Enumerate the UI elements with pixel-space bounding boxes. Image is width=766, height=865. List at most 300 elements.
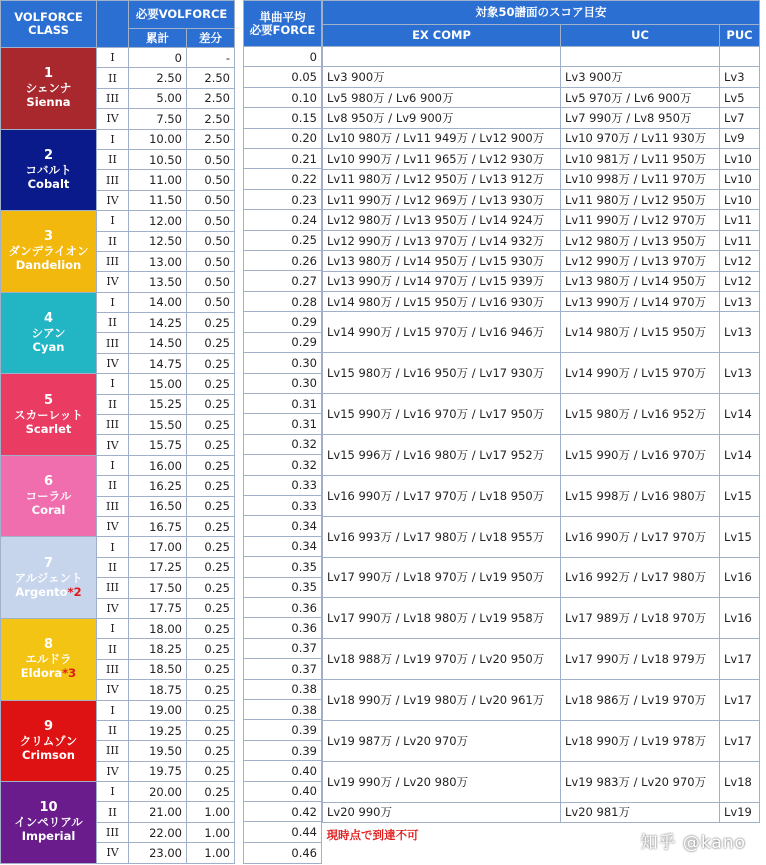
table-row [1, 537, 235, 557]
table-row [323, 720, 760, 740]
watermark-text: 知乎 @kano [640, 833, 746, 853]
rank-cell: I [97, 455, 129, 475]
cumulative-cell: 18.25 [129, 639, 187, 659]
uc-cell: Lv11 980万 / Lv12 950万 [561, 189, 720, 209]
class-number: 7 [43, 555, 54, 571]
table-row [323, 108, 760, 128]
rank-cell: III [97, 415, 129, 435]
cumulative-cell: 14.25 [129, 313, 187, 333]
table-row [323, 47, 760, 67]
class-name-jp: クリムゾン [19, 733, 78, 748]
class-number: 9 [43, 718, 54, 734]
rank-cell: IV [97, 680, 129, 700]
rank-cell: I [97, 211, 129, 231]
rank-cell: III [97, 333, 129, 353]
table-row [244, 475, 322, 495]
table-row [244, 251, 322, 271]
ex-comp-cell: Lv17 990万 / Lv18 970万 / Lv19 950万 [323, 557, 561, 598]
class-number: 1 [43, 66, 54, 82]
average-force-cell: 0.15 [244, 108, 322, 128]
class-name-jp: シェンナ [25, 81, 72, 96]
puc-cell: Lv7 [720, 108, 760, 128]
rank-cell: I [97, 129, 129, 149]
class-name-jp: ダンデライオン [8, 244, 89, 259]
class-cell [1, 374, 97, 456]
ex-comp-cell: Lv20 990万 [323, 802, 561, 822]
table-row [244, 659, 322, 679]
difference-cell: 2.50 [187, 109, 235, 129]
cumulative-cell: 23.00 [129, 843, 187, 863]
rank-cell: III [97, 170, 129, 190]
puc-cell: Lv17 [720, 720, 760, 761]
uc-cell: Lv3 900万 [561, 67, 720, 87]
uc-cell: Lv13 990万 / Lv14 970万 [561, 292, 720, 312]
difference-cell: 0.25 [187, 333, 235, 353]
cumulative-cell: 2.50 [129, 68, 187, 88]
puc-cell: Lv16 [720, 598, 760, 639]
difference-cell: 1.00 [187, 802, 235, 822]
table-row [244, 516, 322, 536]
rank-cell: II [97, 149, 129, 169]
difference-cell: 2.50 [187, 129, 235, 149]
class-note: *2 [67, 584, 82, 599]
difference-cell: 0.50 [187, 211, 235, 231]
table-row [323, 169, 760, 189]
table-row [244, 761, 322, 781]
cumulative-cell: 12.00 [129, 211, 187, 231]
uc-cell: Lv16 990万 / Lv17 970万 [561, 516, 720, 557]
difference-cell: 0.25 [187, 680, 235, 700]
class-name-en: Eldora [20, 666, 63, 681]
table-row [244, 434, 322, 454]
rank-cell: III [97, 741, 129, 761]
class-name-jp: シアン [31, 325, 66, 340]
average-force-cell: 0 [244, 47, 322, 67]
cumulative-cell: 14.75 [129, 353, 187, 373]
cumulative-cell: 17.50 [129, 578, 187, 598]
uc-cell: Lv18 986万 / Lv19 970万 [561, 680, 720, 721]
average-force-cell: 0.33 [244, 495, 322, 515]
table-row [1, 48, 235, 68]
table-row [244, 822, 322, 842]
class-cell [1, 292, 97, 374]
cumulative-cell: 18.00 [129, 618, 187, 638]
average-force-cell: 0.22 [244, 169, 322, 189]
table-row [323, 149, 760, 169]
rank-header [97, 1, 129, 48]
cumulative-cell: 19.00 [129, 700, 187, 720]
difference-cell: 0.25 [187, 516, 235, 536]
score-target-table [322, 0, 760, 864]
average-force-cell: 0.37 [244, 638, 322, 658]
cumulative-cell: 13.00 [129, 251, 187, 271]
average-force-cell: 0.36 [244, 618, 322, 638]
class-name-jp: インペリアル [14, 815, 83, 830]
uc-cell: Lv7 990万 / Lv8 950万 [561, 108, 720, 128]
table-row [244, 271, 322, 291]
uc-header: UC [561, 25, 720, 47]
class-name-en: Cyan [32, 339, 65, 354]
table-row [323, 680, 760, 700]
table-row [244, 842, 322, 863]
difference-cell: 0.50 [187, 251, 235, 271]
ex-comp-cell: Lv10 990万 / Lv11 965万 / Lv12 930万 [323, 149, 561, 169]
required-header: 必要VOLFORCE [129, 1, 235, 29]
cumulative-cell: 10.50 [129, 149, 187, 169]
difference-cell: 0.25 [187, 741, 235, 761]
cumulative-cell: 0 [129, 48, 187, 68]
difference-cell: 0.25 [187, 578, 235, 598]
difference-cell: 0.25 [187, 374, 235, 394]
ex-comp-cell: Lv16 993万 / Lv17 980万 / Lv18 955万 [323, 516, 561, 557]
difference-cell: 0.25 [187, 618, 235, 638]
ex-comp-cell: Lv3 900万 [323, 67, 561, 87]
difference-cell: 0.50 [187, 170, 235, 190]
average-force-cell: 0.10 [244, 87, 322, 107]
ex-comp-cell: Lv17 990万 / Lv18 980万 / Lv19 958万 [323, 598, 561, 639]
table-row [1, 374, 235, 394]
avg-header-line2: 必要FORCE [249, 22, 316, 37]
ex-comp-cell: Lv14 980万 / Lv15 950万 / Lv16 930万 [323, 292, 561, 312]
table-row [1, 129, 235, 149]
table-row [244, 618, 322, 638]
cumulative-cell: 17.25 [129, 557, 187, 577]
ex-comp-cell: Lv19 990万 / Lv20 980万 [323, 761, 561, 802]
table-row [323, 353, 760, 373]
avg-header-line1: 単曲平均 [259, 9, 306, 24]
difference-cell: 0.50 [187, 272, 235, 292]
table-row [1, 700, 235, 720]
rank-cell: IV [97, 761, 129, 781]
table-row [244, 189, 322, 209]
difference-cell: 0.50 [187, 231, 235, 251]
cumulative-cell: 11.00 [129, 170, 187, 190]
rank-cell: IV [97, 190, 129, 210]
class-number: 3 [43, 229, 54, 245]
table-row [323, 67, 760, 87]
rank-cell: IV [97, 353, 129, 373]
difference-header: 差分 [187, 29, 235, 48]
difference-cell: 1.00 [187, 843, 235, 863]
difference-cell: 0.25 [187, 496, 235, 516]
table-row [244, 149, 322, 169]
ex-comp-cell: Lv12 990万 / Lv13 970万 / Lv14 932万 [323, 230, 561, 250]
table-row [244, 47, 322, 67]
class-header [1, 1, 97, 48]
class-name-en: Argento [15, 584, 68, 599]
table-row [323, 189, 760, 209]
puc-cell: Lv17 [720, 639, 760, 680]
ex-comp-cell: Lv15 980万 / Lv16 950万 / Lv17 930万 [323, 353, 561, 394]
average-force-cell: 0.31 [244, 393, 322, 413]
average-force-cell: 0.32 [244, 434, 322, 454]
average-force-cell: 0.23 [244, 189, 322, 209]
difference-cell: 0.25 [187, 537, 235, 557]
puc-cell: Lv12 [720, 251, 760, 271]
table-row [323, 271, 760, 291]
rank-cell: III [97, 578, 129, 598]
puc-cell: Lv17 [720, 680, 760, 721]
table-row [244, 393, 322, 413]
ex-comp-cell: Lv13 980万 / Lv14 950万 / Lv15 930万 [323, 251, 561, 271]
puc-cell: Lv10 [720, 169, 760, 189]
puc-cell: Lv19 [720, 802, 760, 822]
uc-cell [561, 47, 720, 67]
table-row [244, 87, 322, 107]
class-number: 2 [43, 147, 54, 163]
average-force-cell: 0.28 [244, 291, 322, 311]
class-name-en: Sienna [26, 95, 71, 110]
difference-cell: 0.25 [187, 557, 235, 577]
puc-cell: Lv18 [720, 761, 760, 802]
table-row [323, 435, 760, 455]
average-force-cell: 0.35 [244, 557, 322, 577]
rank-cell: I [97, 782, 129, 802]
class-number: 4 [43, 310, 54, 326]
puc-cell: Lv13 [720, 353, 760, 394]
cumulative-cell: 17.00 [129, 537, 187, 557]
class-number: 5 [43, 392, 54, 408]
ex-comp-cell: Lv11 980万 / Lv12 950万 / Lv13 912万 [323, 169, 561, 189]
rank-cell: II [97, 68, 129, 88]
uc-cell: Lv12 990万 / Lv13 970万 [561, 251, 720, 271]
table-row [244, 373, 322, 393]
table-row [323, 312, 760, 332]
average-force-cell: 0.20 [244, 128, 322, 148]
table-row [323, 802, 760, 822]
table-row [323, 639, 760, 659]
uc-cell: Lv20 981万 [561, 802, 720, 822]
uc-cell: Lv10 970万 / Lv11 930万 [561, 128, 720, 148]
rank-cell: IV [97, 843, 129, 863]
table-row [323, 128, 760, 148]
cumulative-cell: 22.00 [129, 822, 187, 842]
ex-comp-cell: Lv19 987万 / Lv20 970万 [323, 720, 561, 761]
puc-cell: Lv10 [720, 189, 760, 209]
table-row [244, 332, 322, 352]
average-force-cell: 0.40 [244, 781, 322, 801]
rank-cell: IV [97, 598, 129, 618]
table-row [244, 638, 322, 658]
ex-comp-cell: Lv8 950万 / Lv9 900万 [323, 108, 561, 128]
uc-cell: Lv5 970万 / Lv6 900万 [561, 87, 720, 107]
difference-cell: 0.25 [187, 476, 235, 496]
difference-cell: 0.25 [187, 353, 235, 373]
average-force-cell: 0.40 [244, 761, 322, 781]
table-row [323, 598, 760, 618]
volforce-class-table [0, 0, 235, 864]
avg-header [244, 1, 322, 47]
difference-cell: 0.25 [187, 700, 235, 720]
table-row [244, 414, 322, 434]
uc-cell: Lv18 990万 / Lv19 978万 [561, 720, 720, 761]
average-force-cell: 0.26 [244, 251, 322, 271]
table-row [323, 475, 760, 495]
table-row [323, 210, 760, 230]
unreachable-note: 現時点で到達不可 [326, 828, 419, 843]
rank-cell: II [97, 802, 129, 822]
rank-cell: IV [97, 109, 129, 129]
ex-comp-cell: Lv14 990万 / Lv15 970万 / Lv16 946万 [323, 312, 561, 353]
puc-cell: Lv14 [720, 435, 760, 476]
puc-cell: Lv5 [720, 87, 760, 107]
rank-cell: I [97, 292, 129, 312]
puc-cell [720, 47, 760, 67]
difference-cell: 0.25 [187, 598, 235, 618]
uc-cell: Lv17 989万 / Lv18 970万 [561, 598, 720, 639]
difference-cell: 0.50 [187, 190, 235, 210]
difference-cell: 0.25 [187, 659, 235, 679]
uc-cell: Lv15 990万 / Lv16 970万 [561, 435, 720, 476]
table-row [323, 292, 760, 312]
cumulative-cell: 12.50 [129, 231, 187, 251]
ex-comp-cell: Lv5 980万 / Lv6 900万 [323, 87, 561, 107]
rank-cell: III [97, 822, 129, 842]
class-number: 10 [39, 800, 58, 816]
average-force-cell: 0.36 [244, 597, 322, 617]
class-cell [1, 211, 97, 293]
class-name-jp: スカーレット [14, 407, 83, 422]
difference-cell: 0.25 [187, 455, 235, 475]
difference-cell: 0.25 [187, 720, 235, 740]
class-header-line2: CLASS [28, 23, 69, 37]
ex-comp-cell: Lv10 980万 / Lv11 949万 / Lv12 900万 [323, 128, 561, 148]
table-row [244, 108, 322, 128]
table-row [1, 455, 235, 475]
class-number: 6 [43, 474, 54, 490]
average-force-cell: 0.39 [244, 720, 322, 740]
difference-cell: 0.25 [187, 415, 235, 435]
difference-cell: 2.50 [187, 68, 235, 88]
table-row [323, 761, 760, 781]
table-row [244, 597, 322, 617]
cumulative-header: 累計 [129, 29, 187, 48]
average-force-cell: 0.29 [244, 312, 322, 332]
class-cell [1, 455, 97, 537]
table-row [244, 210, 322, 230]
uc-cell: Lv14 980万 / Lv15 950万 [561, 312, 720, 353]
average-force-cell: 0.34 [244, 536, 322, 556]
table-row [1, 211, 235, 231]
table-row [244, 312, 322, 332]
rank-cell: III [97, 659, 129, 679]
class-name-jp: アルジェント [14, 570, 83, 585]
average-force-cell: 0.44 [244, 822, 322, 842]
difference-cell: 0.50 [187, 149, 235, 169]
table-row [323, 394, 760, 414]
class-note: *3 [62, 666, 77, 681]
rank-cell: II [97, 476, 129, 496]
average-force-cell: 0.42 [244, 802, 322, 822]
class-number: 8 [43, 637, 54, 653]
rank-cell: I [97, 618, 129, 638]
ex-comp-cell: Lv15 990万 / Lv16 970万 / Lv17 950万 [323, 394, 561, 435]
table-row [244, 230, 322, 250]
puc-cell: Lv13 [720, 292, 760, 312]
rank-cell: IV [97, 435, 129, 455]
table-row [1, 292, 235, 312]
ex-comp-cell: Lv15 996万 / Lv16 980万 / Lv17 952万 [323, 435, 561, 476]
cumulative-cell: 14.00 [129, 292, 187, 312]
average-force-cell: 0.24 [244, 210, 322, 230]
average-force-cell: 0.34 [244, 516, 322, 536]
ex-comp-cell: Lv18 988万 / Lv19 970万 / Lv20 950万 [323, 639, 561, 680]
table-row [244, 802, 322, 822]
class-name-en: Imperial [21, 829, 76, 844]
cumulative-cell: 14.50 [129, 333, 187, 353]
class-name-jp: エルドラ [25, 652, 72, 667]
rank-cell: II [97, 639, 129, 659]
puc-cell: Lv9 [720, 128, 760, 148]
cumulative-cell: 18.50 [129, 659, 187, 679]
cumulative-cell: 13.50 [129, 272, 187, 292]
difference-cell: 0.25 [187, 435, 235, 455]
class-name-en: Coral [31, 503, 66, 518]
cumulative-cell: 19.50 [129, 741, 187, 761]
table-row [244, 557, 322, 577]
rank-cell: II [97, 231, 129, 251]
puc-cell: Lv14 [720, 394, 760, 435]
rank-cell: II [97, 394, 129, 414]
rank-cell: IV [97, 516, 129, 536]
ex-comp-cell: Lv13 990万 / Lv14 970万 / Lv15 939万 [323, 271, 561, 291]
difference-cell: 1.00 [187, 822, 235, 842]
difference-cell: 0.25 [187, 761, 235, 781]
ex-comp-cell [323, 47, 561, 67]
average-force-cell: 0.21 [244, 149, 322, 169]
table-row [244, 128, 322, 148]
table-row [244, 291, 322, 311]
rank-cell: I [97, 374, 129, 394]
class-cell [1, 48, 97, 130]
cumulative-cell: 19.75 [129, 761, 187, 781]
rank-cell: I [97, 48, 129, 68]
class-name-en: Scarlet [25, 421, 72, 436]
class-name-jp: コーラル [25, 489, 72, 504]
puc-header: PUC [720, 25, 760, 47]
puc-cell: Lv13 [720, 312, 760, 353]
uc-cell: Lv10 981万 / Lv11 950万 [561, 149, 720, 169]
table-row [244, 720, 322, 740]
table-row [323, 251, 760, 271]
uc-cell: Lv17 990万 / Lv18 979万 [561, 639, 720, 680]
table-row [244, 536, 322, 556]
puc-cell: Lv11 [720, 230, 760, 250]
table-row [244, 353, 322, 373]
ex-comp-cell: Lv12 980万 / Lv13 950万 / Lv14 924万 [323, 210, 561, 230]
table-row [244, 740, 322, 760]
rank-cell: II [97, 557, 129, 577]
class-name-en: Cobalt [27, 176, 70, 191]
average-force-cell: 0.25 [244, 230, 322, 250]
average-force-cell: 0.29 [244, 332, 322, 352]
table-row [323, 87, 760, 107]
class-cell [1, 129, 97, 211]
cumulative-cell: 15.75 [129, 435, 187, 455]
uc-cell: Lv19 983万 / Lv20 970万 [561, 761, 720, 802]
class-cell [1, 782, 97, 864]
average-force-cell: 0.38 [244, 700, 322, 720]
class-header-line1: VOLFORCE [14, 10, 83, 24]
rank-cell: IV [97, 272, 129, 292]
cumulative-cell: 21.00 [129, 802, 187, 822]
cumulative-cell: 5.00 [129, 88, 187, 108]
cumulative-cell: 11.50 [129, 190, 187, 210]
uc-cell: Lv16 992万 / Lv17 980万 [561, 557, 720, 598]
class-cell [1, 700, 97, 782]
table-row [244, 679, 322, 699]
difference-cell: 0.25 [187, 639, 235, 659]
